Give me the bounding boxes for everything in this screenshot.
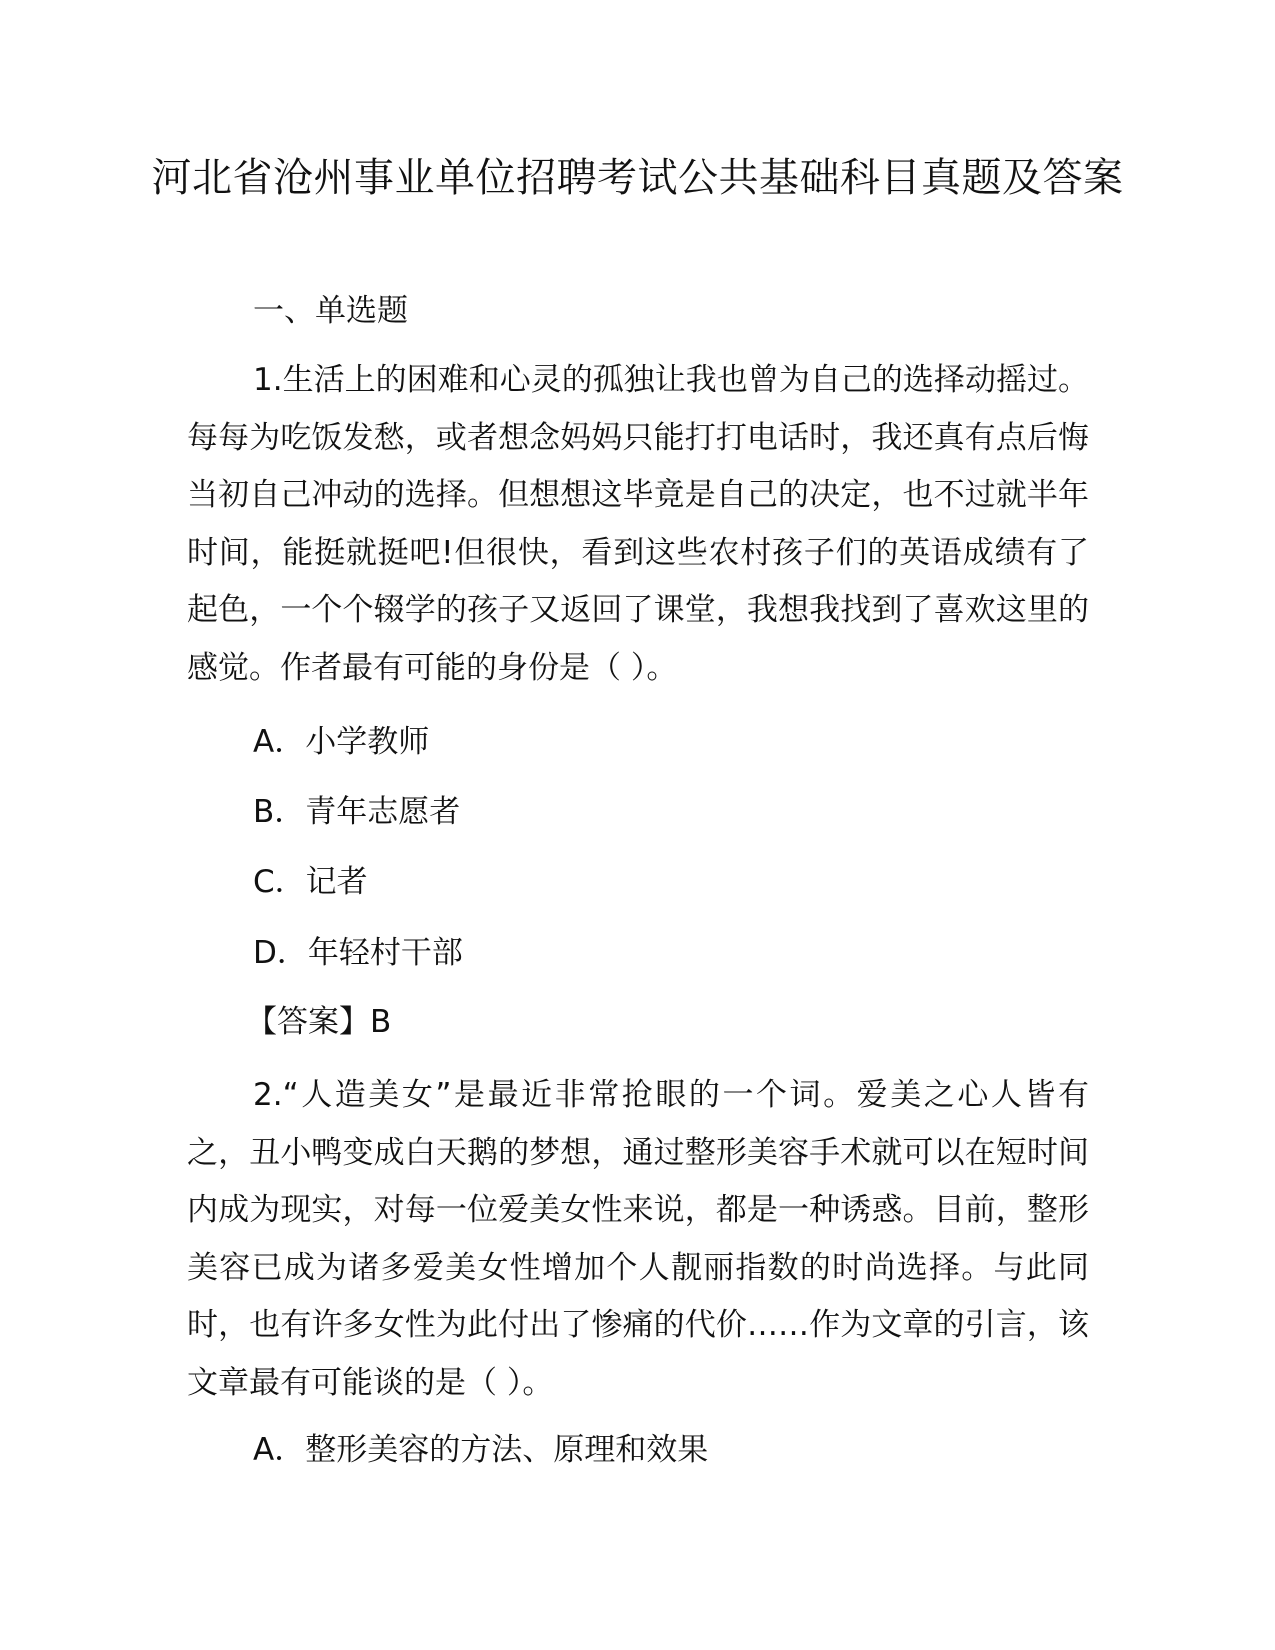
question-2-text: 2.“人造美女”是最近非常抢眼的一个词。爱美之心人皆有之，丑小鸭变成白天鹅的梦想，通过整形美容手术就可以在短时间内成为现实，对每一位爱美女性来说，都是一种诱惑。目前，整形美容已成为诸多爱美女性增加个人靓丽指数的时尚选择。与此同时，也有许多女性为此付出了惨痛的代价……作为文章的引言，该文章最有可能谈的是（ ）。 <box>187 1077 1089 1401</box>
document-title: 河北省沧州事业单位招聘考试公共基础科目真题及答案 <box>151 155 1124 201</box>
section-heading: 一、单选题 <box>253 293 408 329</box>
question-2-option-a: A．整形美容的方法、原理和效果 <box>253 1432 709 1468</box>
question-1-text: 1.生活上的困难和心灵的孤独让我也曾为自己的选择动摇过。每每为吃饭发愁，或者想念妈妈只能打打电话时，我还真有点后悔当初自己冲动的选择。但想想这毕竟是自己的决定，也不过就半年时间，能挺就挺吧!但很快，看到这些农村孩子们的英语成绩有了起色，一个个辍学的孩子又返回了课堂，我想我找到了喜欢这里的感觉。作者最有可能的身份是（ ）。 <box>187 362 1089 686</box>
question-1-answer: 【答案】B <box>246 1004 392 1040</box>
question-1-option-d: D．年轻村干部 <box>253 935 463 971</box>
question-1-option-b: B．青年志愿者 <box>253 794 461 830</box>
question-1-option-a: A．小学教师 <box>253 724 430 760</box>
question-1-option-c: C．记者 <box>253 864 368 900</box>
